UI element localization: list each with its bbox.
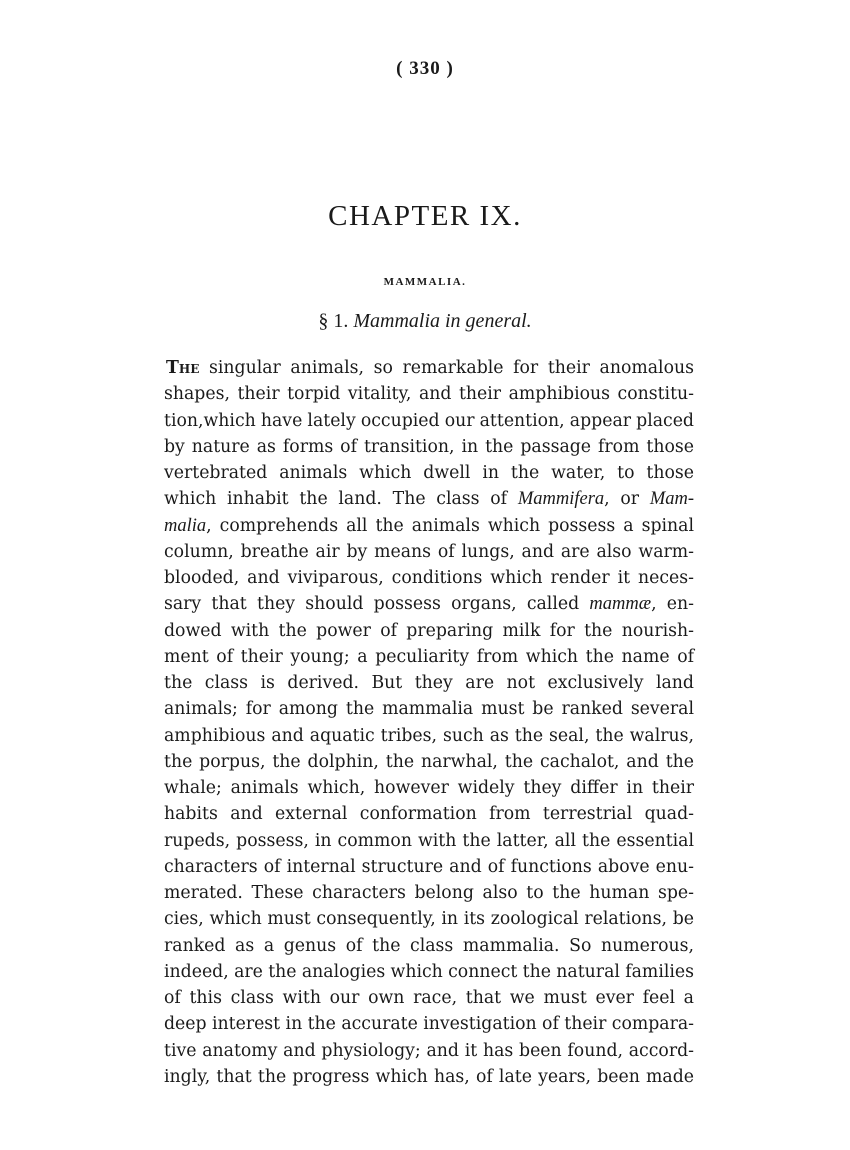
text-line [164, 381, 694, 407]
text-run: vertebrated animals which dwell in the water, to those [164, 463, 694, 483]
text-line [164, 539, 694, 565]
text-line [164, 985, 694, 1011]
body-paragraph [164, 355, 694, 1090]
text-run: of this class with our own race, that we must ever feel a [164, 988, 694, 1008]
text-run: column, breathe air by means of lungs, and are also warm- [164, 541, 694, 562]
text-run: , comprehends all the animals which possess a spinal [206, 515, 694, 536]
text-run: which inhabit the land. The class of [164, 489, 518, 510]
text-run: Mam- [649, 489, 694, 510]
text-line [164, 828, 694, 854]
text-run: the class is derived. But they are not exclusively land [164, 673, 694, 693]
page-number: ( 330 ) [396, 58, 454, 79]
text-run: singular animals, so remarkable for their anomalous [199, 358, 694, 378]
text-line [164, 591, 694, 617]
text-line [164, 355, 694, 381]
text-run: dowed with the power of preparing milk for the nourish- [164, 620, 694, 641]
text-line [164, 434, 694, 460]
text-run: shapes, their torpid vitality, and their amphibious constitu- [164, 384, 694, 405]
text-line [164, 408, 694, 434]
text-line [164, 565, 694, 591]
text-run: cies, which must consequently, in its zoological relations, be [164, 909, 694, 930]
text-run: ment of their young; a peculiarity from which the name of [164, 646, 694, 667]
subsection-number: § 1. [318, 310, 354, 332]
text-run: merated. These characters belong also to the human spe- [164, 883, 694, 903]
text-run: sary that they should possess organs, called [164, 594, 590, 615]
chapter-title: CHAPTER IX. [328, 200, 522, 232]
text-line [164, 906, 694, 932]
text-line [164, 1038, 694, 1064]
section-heading: MAMMALIA. [383, 276, 467, 288]
text-run: , en- [651, 594, 695, 615]
text-line [164, 933, 694, 959]
text-line [164, 1064, 694, 1090]
text-line [164, 775, 694, 801]
text-line [164, 644, 694, 670]
subsection-heading [0, 310, 850, 333]
text-line [164, 618, 694, 644]
text-run: animals; for among the mammalia must be ranked several [164, 699, 694, 720]
text-run: rupeds, possess, in common with the latter, all the essential [164, 830, 694, 851]
text-line [164, 1011, 694, 1037]
text-run: tive anatomy and physiology; and it has been found, accord- [164, 1040, 694, 1061]
text-run: characters of internal structure and of functions above enu- [164, 856, 694, 877]
text-run: malia [164, 515, 207, 536]
text-run: whale; animals which, however widely they differ in their [164, 778, 694, 798]
text-line [164, 513, 694, 539]
text-line [164, 670, 694, 696]
text-run: habits and external conformation from terrestrial quad- [164, 804, 694, 825]
text-line [164, 486, 694, 512]
text-line [164, 460, 694, 486]
text-run: , or [604, 489, 650, 510]
text-run: deep interest in the accurate investigation of their compara- [164, 1014, 694, 1035]
text-line [164, 959, 694, 985]
text-line [164, 854, 694, 880]
text-run: ingly, that the progress which has, of late years, been made [164, 1066, 694, 1087]
text-run: the porpus, the dolphin, the narwhal, the cachalot, and the [164, 751, 694, 772]
text-line [164, 696, 694, 722]
text-line [164, 801, 694, 827]
text-line [164, 880, 694, 906]
text-run: ranked as a genus of the class mammalia. So numerous, [164, 935, 694, 956]
text-line [164, 749, 694, 775]
text-run: tion,which have lately occupied our attention, appear placed [164, 410, 694, 431]
text-run: indeed, are the analogies which connect the natural families [164, 961, 694, 982]
text-run: Mammifera [517, 489, 605, 510]
text-run: mammæ [589, 594, 652, 615]
text-run: blooded, and viviparous, conditions which render it neces- [164, 568, 694, 588]
subsection-title: Mammalia in general. [353, 310, 532, 332]
text-run: The [166, 358, 200, 378]
text-run: by nature as forms of transition, in the passage from those [164, 436, 694, 457]
text-run: amphibious and aquatic tribes, such as the seal, the walrus, [164, 725, 694, 746]
text-line [164, 723, 694, 749]
